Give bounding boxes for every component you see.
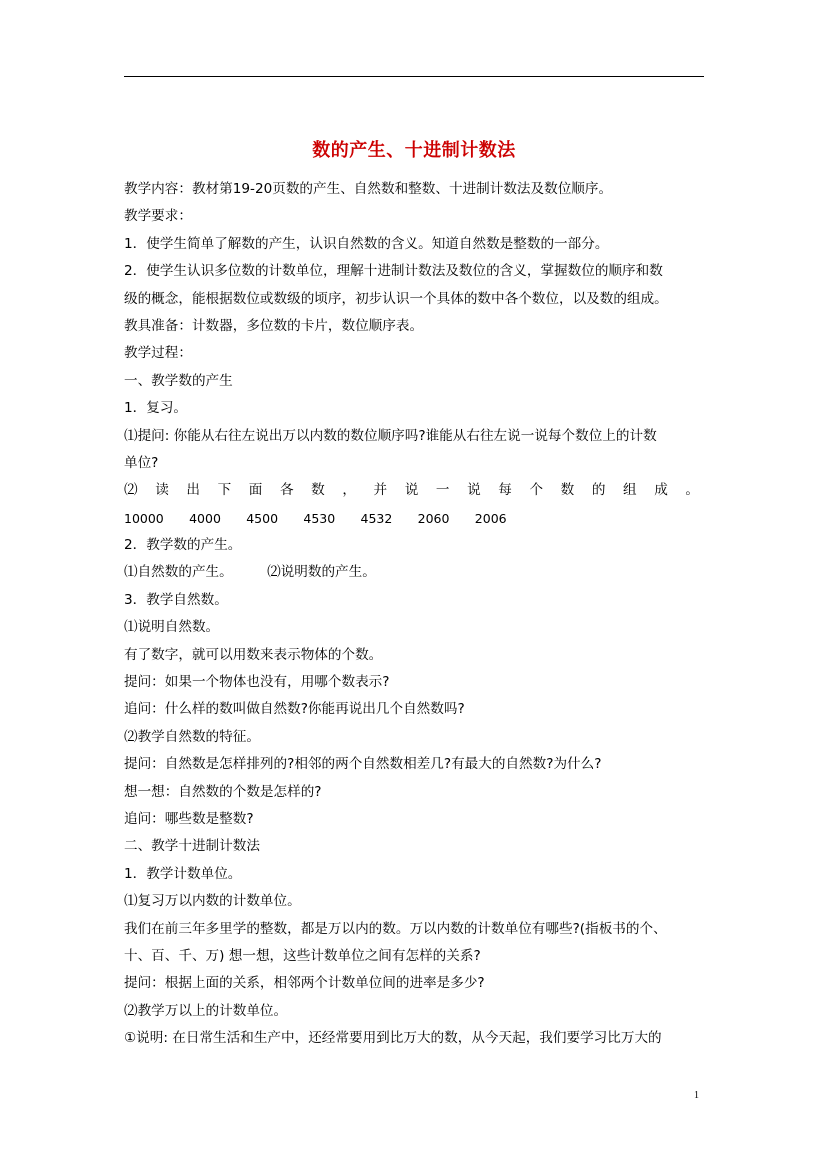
page-title: 数的产生、十进制计数法 — [312, 140, 516, 161]
spaced-instruction-line — [124, 477, 699, 504]
spaced-char: 出 — [186, 482, 200, 499]
spaced-char: 组 — [623, 482, 637, 499]
text-line: 3．教学自然数。 — [124, 591, 228, 608]
document-body — [124, 176, 704, 1053]
spaced-char: 面 — [248, 482, 263, 499]
text-line: 追问：什么样的数叫做自然数?你能再说出几个自然数吗? — [124, 701, 465, 718]
text-line: ⑴复习万以内数的计数单位。 — [124, 893, 301, 910]
text-line: 1．教学计数单位。 — [124, 865, 242, 882]
text-line: 教学过程： — [124, 345, 192, 362]
number-item: 2060 — [417, 510, 450, 526]
header-rule — [124, 76, 704, 77]
item-second: ⑵说明数的产生。 — [267, 564, 376, 581]
text-line: 1．复习。 — [124, 400, 188, 417]
text-line: ⑵教学自然数的特征。 — [124, 728, 260, 745]
number-item: 2006 — [474, 510, 507, 526]
text-line: ⑴提问: 你能从右往左说出万以内数的数位顺序吗?谁能从右往左说一说每个数位上的计数 — [124, 427, 657, 444]
section-heading: 二、教学十进制计数法 — [124, 838, 260, 855]
text-line: 教具准备：计数器，多位数的卡片，数位顺序表。 — [124, 317, 424, 334]
text-line: 十、百、千、万) 想一想，这些计数单位之间有怎样的关系? — [124, 947, 481, 964]
text-line: 单位? — [124, 454, 159, 471]
number-item: 4530 — [303, 510, 336, 526]
spaced-char: 的 — [591, 482, 606, 499]
text-line: 我们在前三年多里学的整数，都是万以内的数。万以内数的计数单位有哪些?(指板书的个、 — [124, 920, 667, 937]
text-line: 教学内容：教材第19-20页数的产生、自然数和整数、十进制计数法及数位顺序。 — [124, 181, 613, 197]
spaced-char: 说 — [404, 482, 419, 499]
two-column-line — [124, 559, 704, 586]
item-first: ⑴自然数的产生。 — [124, 564, 233, 581]
number-item: 4500 — [246, 510, 279, 526]
spaced-char: ， — [342, 482, 356, 499]
number-item: 4532 — [360, 510, 393, 526]
spaced-char: 每 — [498, 482, 512, 499]
spaced-char: 个 — [529, 482, 544, 499]
spaced-char: 数 — [560, 482, 575, 499]
spaced-char: 读 — [155, 482, 169, 499]
page-number: 1 — [694, 1090, 699, 1101]
text-line: ⑴说明自然数。 — [124, 619, 220, 636]
number-item: 10000 — [124, 510, 164, 526]
number-item: 4000 — [189, 510, 221, 526]
spaced-char: 并 — [373, 482, 388, 499]
spaced-char: 数 — [311, 482, 325, 499]
text-line: 追问：哪些数是整数? — [124, 810, 254, 827]
spaced-char: 各 — [279, 482, 294, 499]
text-line: ⑵教学万以上的计数单位。 — [124, 1002, 288, 1019]
text-line: 想一想：自然数的个数是怎样的? — [124, 783, 322, 800]
spaced-char: 成 — [654, 482, 668, 499]
text-line: 2．使学生认识多位数的计数单位，理解十进制计数法及数位的含义，掌握数位的顺序和数 — [124, 263, 663, 280]
text-line: 2．教学数的产生。 — [124, 537, 242, 554]
text-line: 有了数字，就可以用数来表示物体的个数。 — [124, 646, 383, 663]
text-line: ①说明: 在日常生活和生产中，还经常要用到比万大的数，从今天起，我们要学习比万大的 — [124, 1030, 662, 1047]
text-line: 级的概念，能根据数位或数级的顷序，初步认识一个具体的数中各个数位，以及数的组成。 — [124, 290, 668, 307]
spaced-char: 。 — [685, 482, 699, 499]
spaced-char: 下 — [217, 482, 232, 499]
spaced-char: ⑵ — [124, 482, 138, 499]
number-list — [124, 505, 704, 532]
text-line: 1．使学生简单了解数的产生，认识自然数的含义。知道自然数是整数的一部分。 — [124, 235, 609, 252]
spaced-char: 一 — [435, 482, 450, 499]
text-line: 提问：如果一个物体也没有，用哪个数表示? — [124, 674, 390, 691]
text-line: 提问：自然数是怎样排列的?相邻的两个自然数相差几?有最大的自然数?为什么? — [124, 756, 602, 773]
text-line: 提问：根据上面的关系，相邻两个计数单位间的进率是多少? — [124, 975, 485, 992]
spaced-char: 说 — [467, 482, 481, 499]
section-heading: 一、教学数的产生 — [124, 372, 233, 389]
text-line: 教学要求： — [124, 208, 192, 225]
